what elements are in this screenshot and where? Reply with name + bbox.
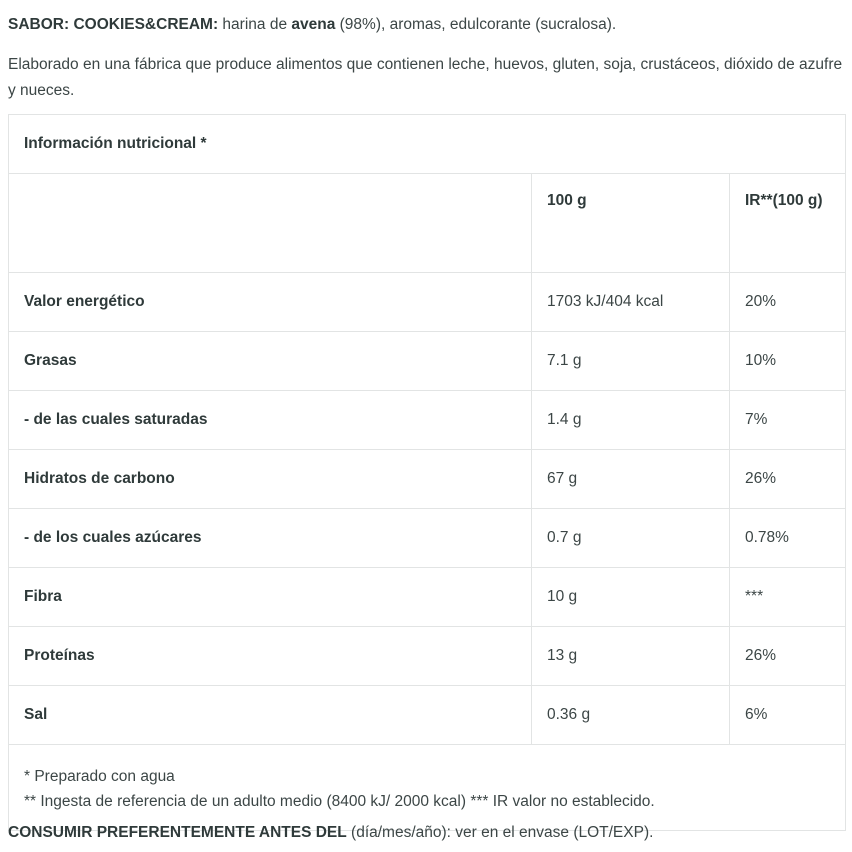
flavor-text-2: (98%), aromas, edulcorante (sucralosa).	[335, 16, 617, 33]
nutrient-ir: 7%	[730, 391, 846, 450]
nutrient-per-100g: 67 g	[532, 450, 730, 509]
nutrient-per-100g: 7.1 g	[532, 332, 730, 391]
nutrient-ir: 20%	[730, 273, 846, 332]
table-title: Información nutricional *	[9, 115, 846, 174]
nutrient-per-100g: 0.36 g	[532, 686, 730, 745]
nutrient-ir: 26%	[730, 450, 846, 509]
allergen-note: Elaborado en una fábrica que produce alimentos que contienen leche, huevos, gluten, soja, crustáceos, dióxido de azufre y nueces.	[8, 56, 843, 99]
nutrient-ir: 26%	[730, 627, 846, 686]
nutrient-name: Valor energético	[9, 273, 532, 332]
table-row	[9, 391, 846, 450]
table-footnotes	[9, 745, 846, 831]
nutrient-ir: ***	[730, 568, 846, 627]
table-row	[9, 627, 846, 686]
nutrition-table	[8, 114, 846, 831]
best-before-label: CONSUMIR PREFERENTEMENTE ANTES DEL	[8, 824, 347, 841]
flavor-oat: avena	[291, 16, 336, 33]
nutrient-per-100g: 13 g	[532, 627, 730, 686]
nutrient-name: Hidratos de carbono	[9, 450, 532, 509]
flavor-ingredients	[8, 12, 844, 38]
footnote-prepared: * Preparado con agua	[24, 767, 175, 785]
flavor-text-1: harina de	[218, 16, 292, 33]
nutrient-per-100g: 0.7 g	[532, 509, 730, 568]
nutrient-ir: 6%	[730, 686, 846, 745]
table-row	[9, 568, 846, 627]
nutrient-name: Fibra	[9, 568, 532, 627]
nutrient-name: - de las cuales saturadas	[9, 391, 532, 450]
nutrient-per-100g: 1703 kJ/404 kcal	[532, 273, 730, 332]
table-row	[9, 332, 846, 391]
table-footnote-row	[9, 745, 846, 831]
nutrient-ir: 10%	[730, 332, 846, 391]
nutrient-name: Sal	[9, 686, 532, 745]
best-before-note	[8, 820, 844, 846]
table-title-row	[9, 115, 846, 174]
nutrient-name: Proteínas	[9, 627, 532, 686]
nutrient-per-100g: 10 g	[532, 568, 730, 627]
header-per-100g: 100 g	[532, 174, 730, 273]
header-col-1	[9, 174, 532, 273]
nutrient-per-100g: 1.4 g	[532, 391, 730, 450]
table-row	[9, 450, 846, 509]
table-header-row	[9, 174, 846, 273]
flavor-label: SABOR: COOKIES&CREAM:	[8, 16, 219, 33]
table-row	[9, 509, 846, 568]
best-before-text: (día/mes/año): ver en el envase (LOT/EXP).	[346, 824, 654, 841]
table-row	[9, 686, 846, 745]
nutrient-ir: 0.78%	[730, 509, 846, 568]
nutrient-name: - de los cuales azúcares	[9, 509, 532, 568]
nutrient-name: Grasas	[9, 332, 532, 391]
header-ir: IR**(100 g)	[730, 174, 846, 273]
footnote-reference-intake: ** Ingesta de referencia de un adulto medio (8400 kJ/ 2000 kcal) *** IR valor no establecido.	[24, 792, 655, 810]
table-row	[9, 273, 846, 332]
